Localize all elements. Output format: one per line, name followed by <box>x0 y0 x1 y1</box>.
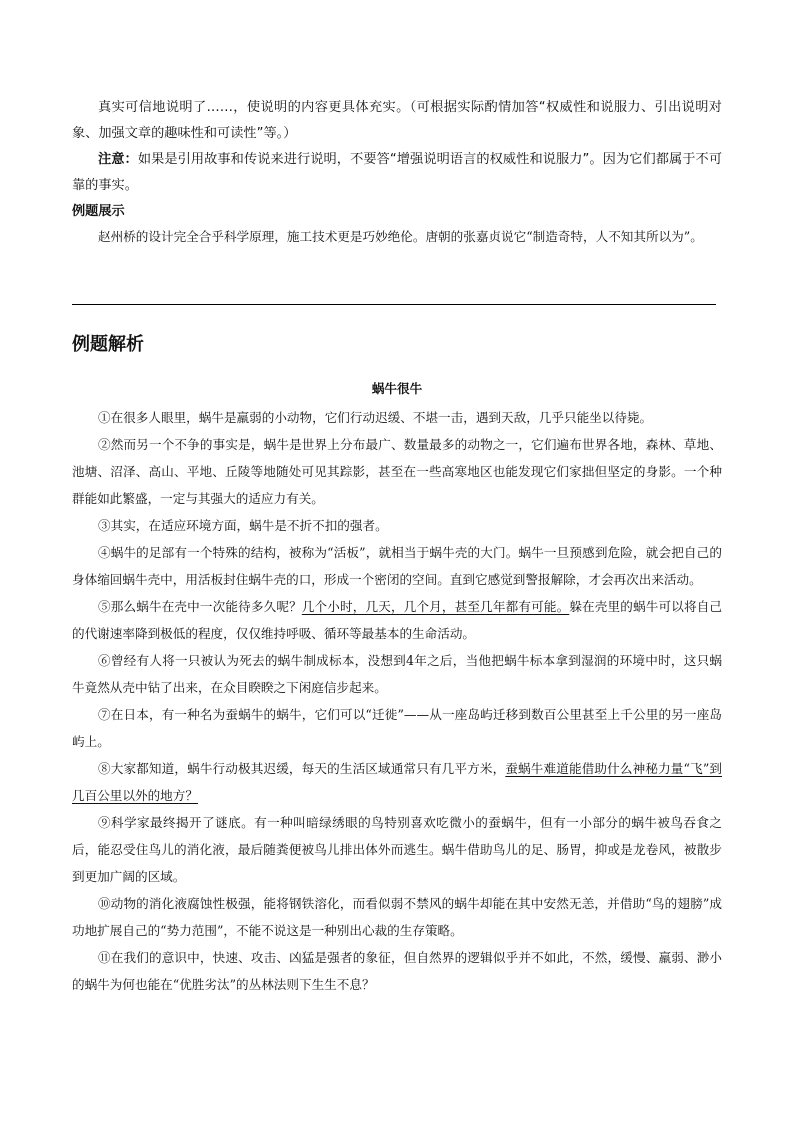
article <box>72 378 722 998</box>
example-heading: 例题展示 <box>72 204 125 219</box>
article-paragraph-7: ⑦在日本，有一种名为蚕蜗牛的蜗牛，它们可以“迁徙”——从一座岛屿迁移到数百公里甚至上千公里的另一座岛屿上。 <box>72 707 722 749</box>
intro-paragraph: 真实可信地说明了……，使说明的内容更具体充实。（可根据实际酌情加答“权威性和说服力、引出说明对象、加强文章的趣味性和可读性”等。） <box>72 100 722 141</box>
p8-underlined: 蚕蜗牛难道能借助什么神秘力量“飞”到几百公里以外的地方？ <box>72 761 722 803</box>
section-title: 例题解析 <box>72 334 144 355</box>
example-text: 赵州桥的设计完全合乎科学原理，施工技术更是巧妙绝伦。唐朝的张嘉贞说它“制造奇特，人不知其所以为”。 <box>98 229 703 244</box>
p5-part-a: ⑤那么蜗牛在壳中一次能待多久呢？ <box>98 599 302 614</box>
note-label: 注意： <box>98 152 138 167</box>
divider <box>72 304 716 305</box>
p5-part-b: 躲在壳里的蜗牛可以将自己的代谢速率降到极低的程度，仅仅维持呼吸、循环等最基本的生命活动。 <box>72 599 723 641</box>
note-paragraph <box>72 147 722 199</box>
p8-part-a: ⑧大家都知道，蜗牛行动极其迟缓，每天的生活区域通常只有几平方米， <box>98 761 506 776</box>
article-paragraph-4: ④蜗牛的足部有一个特殊的结构，被称为“活板”，就相当于蜗牛壳的大门。蜗牛一旦预感到危险，就会把自己的身体缩回蜗牛壳中，用活板封住蜗牛壳的口，形成一个密闭的空间。直到它感觉到警报解除，才会再次出来活动。 <box>72 545 722 587</box>
article-paragraph-9: ⑨科学家最终揭开了谜底。有一种叫暗绿绣眼的鸟特别喜欢吃微小的蚕蜗牛，但有一小部分的蜗牛被鸟吞食之后，能忍受住鸟儿的消化液，最后随粪便被鸟儿排出体外而逃生。蜗牛借助鸟儿的足、肠胃，抑或是龙卷风，被散步到更加广阔的区域。 <box>72 815 722 884</box>
article-paragraph-1: ①在很多人眼里，蜗牛是羸弱的小动物，它们行动迟缓、不堪一击，遇到天敌，几乎只能坐以待毙。 <box>98 410 653 425</box>
p5-underlined: 几个小时，几天，几个月，甚至几年都有可能。 <box>301 599 570 614</box>
article-paragraph-3: ③其实，在适应环境方面，蜗牛是不折不扣的强者。 <box>98 518 388 533</box>
article-title: 蜗牛很牛 <box>371 381 423 396</box>
article-paragraph-11: ⑪在我们的意识中，快速、攻击、凶猛是强者的象征，但自然界的逻辑似乎并不如此，不然，缓慢、羸弱、渺小的蜗牛为何也能在“优胜劣汰”的丛林法则下生生不息？ <box>72 950 722 992</box>
article-paragraph-2: ②然而另一个不争的事实是，蜗牛是世界上分布最广、数量最多的动物之一，它们遍布世界各地，森林、草地、池塘、沼泽、高山、平地、丘陵等地随处可见其踪影，甚至在一些高寒地区也能发现它们家拙但坚定的身影。一个种群能如此繁盛，一定与其强大的适应力有关。 <box>72 437 722 506</box>
article-paragraph-10: ⑩动物的消化液腐蚀性极强，能将钢铁溶化，而看似弱不禁风的蜗牛却能在其中安然无恙，并借助“鸟的翅膀”成功地扩展自己的“势力范围”，不能不说这是一种别出心裁的生存策略。 <box>72 896 722 938</box>
intro-block <box>72 95 722 250</box>
note-text: 如果是引用故事和传说来进行说明，不要答“增强说明语言的权威性和说服力”。因为它们都属于不可靠的事实。 <box>72 152 723 193</box>
article-paragraph-8 <box>72 755 722 809</box>
article-paragraph-5 <box>72 593 722 647</box>
article-paragraph-6: ⑥曾经有人将一只被认为死去的蜗牛制成标本，没想到4年之后，当他把蜗牛标本拿到湿润的环境中时，这只蜗牛竟然从壳中钻了出来，在众目睽睽之下闲庭信步起来。 <box>72 653 722 695</box>
